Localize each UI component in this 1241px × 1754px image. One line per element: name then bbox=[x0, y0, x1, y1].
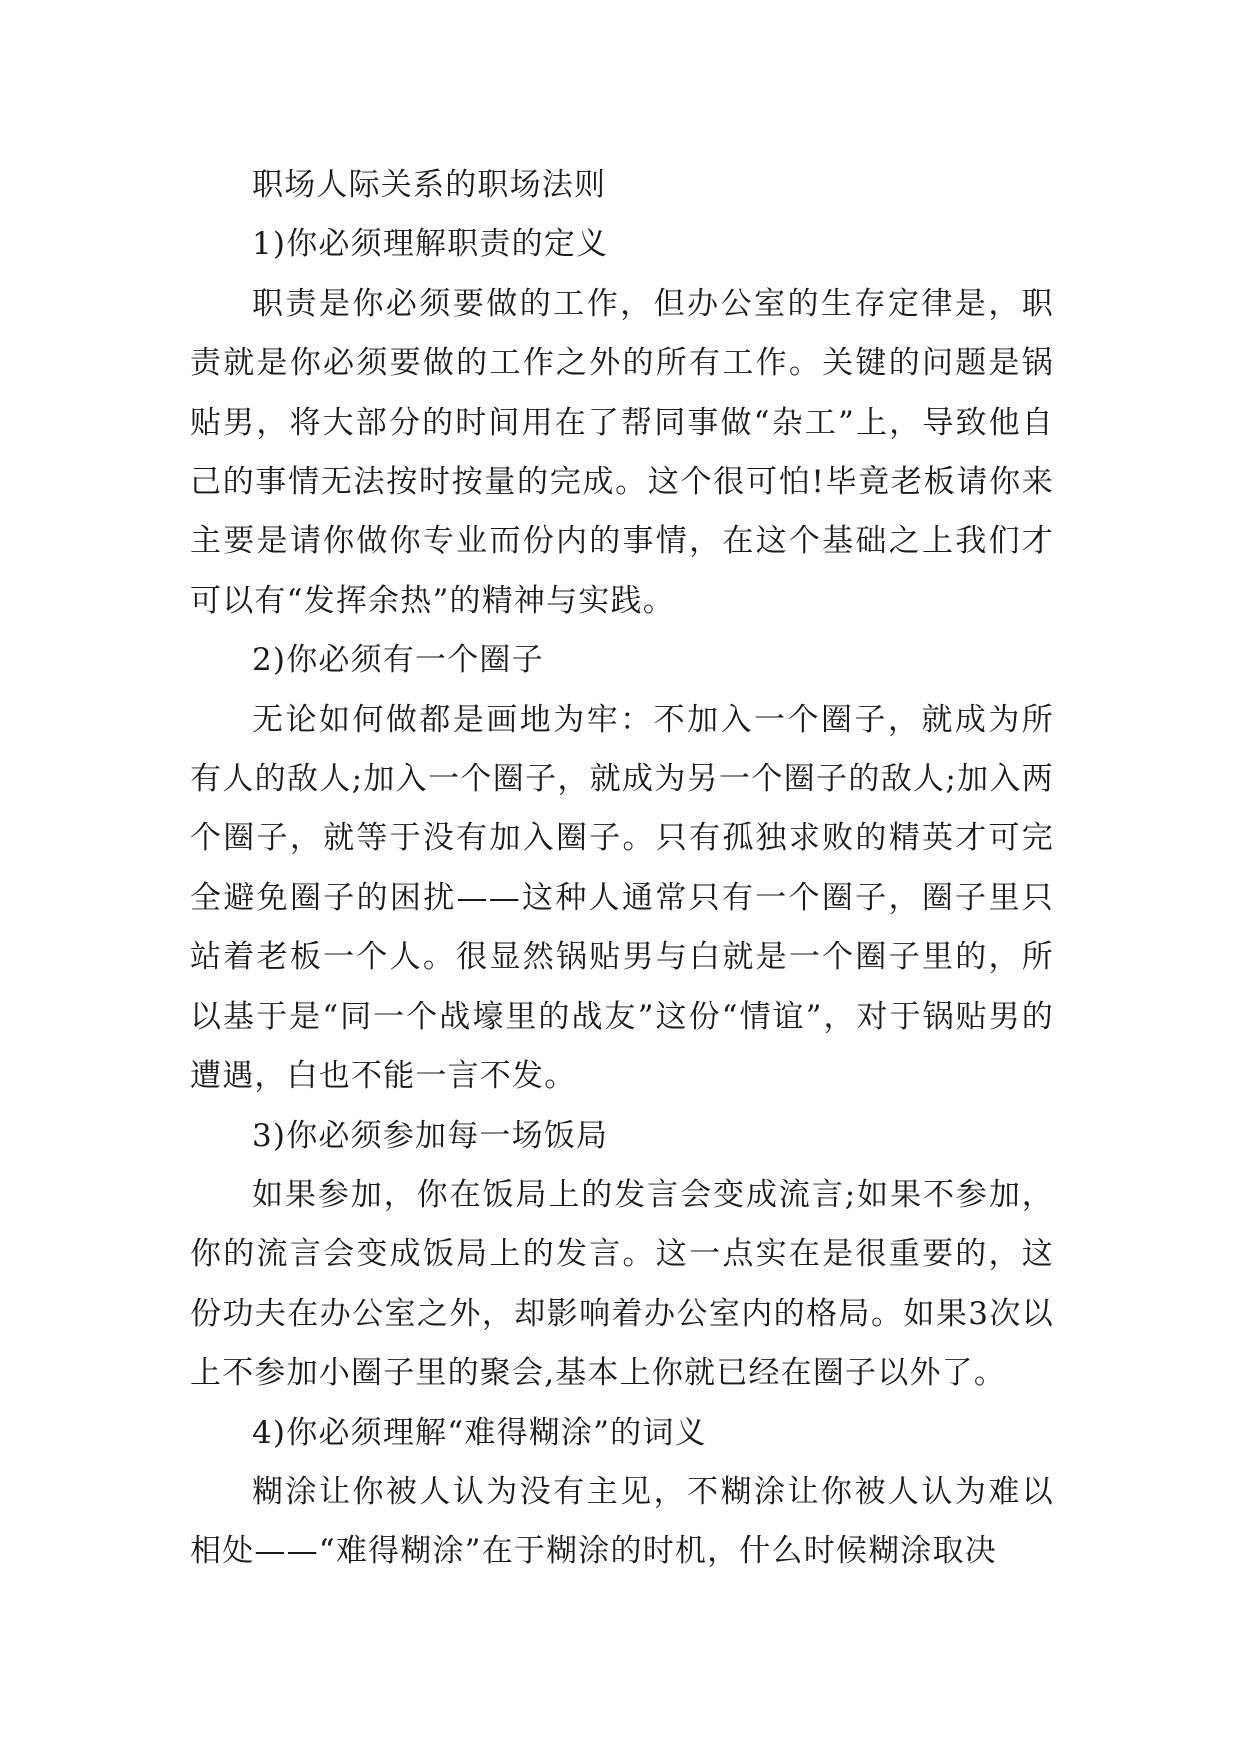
document-body bbox=[190, 156, 1054, 1582]
section-heading-3: 3)你必须参加每一场饭局 bbox=[252, 1117, 609, 1154]
section-heading-1: 1)你必须理解职责的定义 bbox=[252, 226, 609, 263]
body-paragraph: 糊涂让你被人认为没有主见，不糊涂让你被人认为难以相处——“难得糊涂”在于糊涂的时机，什么时候糊涂取决 bbox=[190, 1473, 1054, 1570]
section-heading-4: 4)你必须理解“难得糊涂”的词义 bbox=[252, 1414, 707, 1451]
body-paragraph: 职责是你必须要做的工作，但办公室的生存定律是，职责就是你必须要做的工作之外的所有工作。关键的问题是锅贴男，将大部分的时间用在了帮同事做“杂工”上，导致他自己的事情无法按时按量的完成。这个很可怕!毕竟老板请你来主要是请你做你专业而份内的事情，在这个基础之上我们才可以有“发挥余热”的精神与实践。 bbox=[190, 285, 1054, 619]
document-title: 职场人际关系的职场法则 bbox=[252, 167, 607, 203]
body-paragraph: 如果参加，你在饭局上的发言会变成流言;如果不参加，你的流言会变成饭局上的发言。这一点实在是很重要的，这份功夫在办公室之外，却影响着办公室内的格局。如果3次以上不参加小圈子里的聚会,基本上你就已经在圈子以外了。 bbox=[190, 1176, 1054, 1392]
body-paragraph: 无论如何做都是画地为牢：不加入一个圈子，就成为所有人的敌人;加入一个圈子，就成为另一个圈子的敌人;加入两个圈子，就等于没有加入圈子。只有孤独求败的精英才可完全避免圈子的困扰——这种人通常只有一个圈子，圈子里只站着老板一个人。很显然锅贴男与白就是一个圈子里的，所以基于是“同一个战壕里的战友”这份“情谊”，对于锅贴男的遭遇，白也不能一言不发。 bbox=[190, 701, 1054, 1095]
section-heading-2: 2)你必须有一个圈子 bbox=[252, 642, 544, 679]
